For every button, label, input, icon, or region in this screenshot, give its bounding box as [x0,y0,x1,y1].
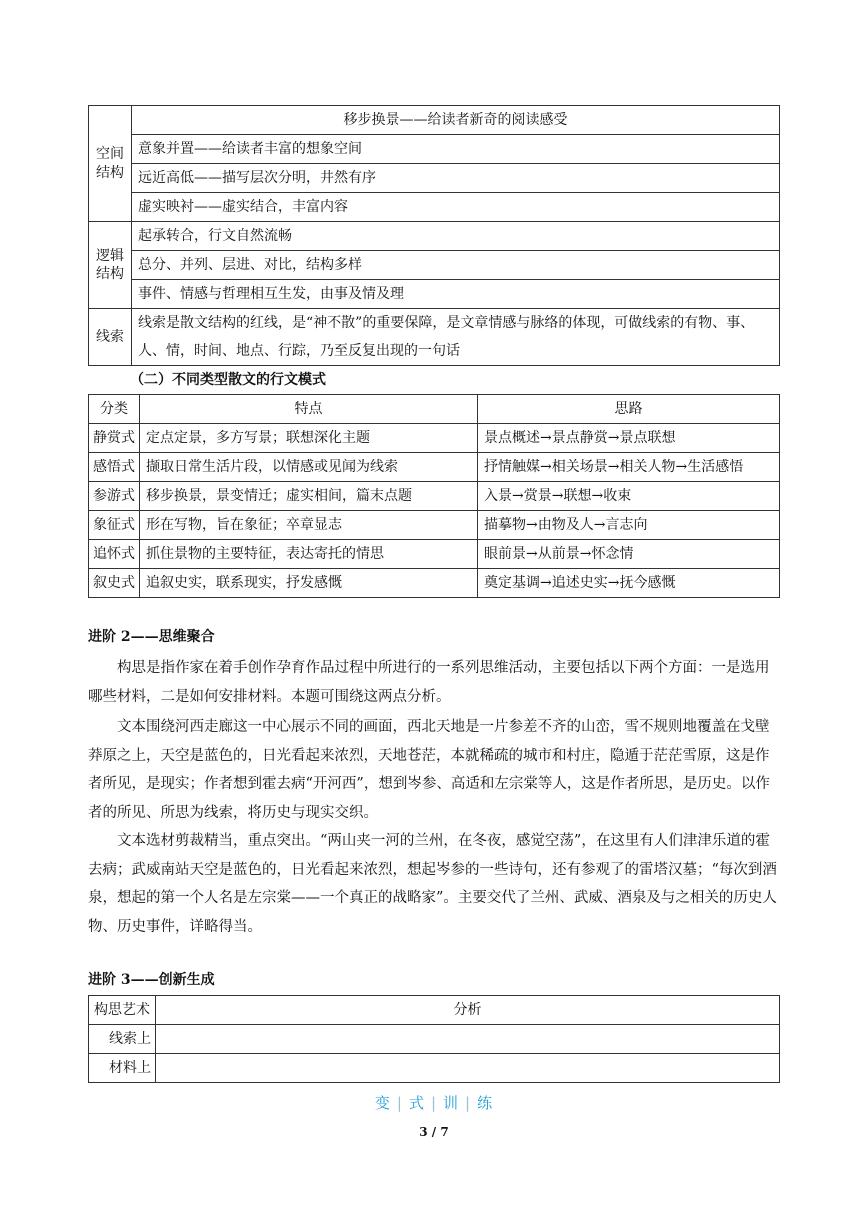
variant-training-heading: 变 | 式 | 训 | 练 [374,1094,494,1112]
step3-table [88,995,780,1083]
paragraph: 文本围绕河西走廊这一中心展示不同的画面，西北天地是一片参差不齐的山峦，雪不规则地覆盖在戈壁莽原之上，天空是蓝色的，日光看起来浓烈，天地苍茫，本就稀疏的城市和村庄，隐遁于茫茫雪原，这是作者所见，是现实；作者想到霍去病“开河西”，想到岑参、高适和左宗棠等人，这是作者所思，是历史。以作者的所见、所思为线索，将历史与现实交织。 [88,719,770,821]
step3-title: 进阶 3——创新生成 [88,972,215,988]
table-row: 参游式 移步换景，景变情迁；虚实相间，篇末点题 入景→赏景→联想→收束 [89,482,780,511]
answer-cell [156,1025,780,1054]
table-row: 静赏式 定点定景，多方写景；联想深化主题 景点概述→景点静赏→景点联想 [89,424,780,453]
table-row: 象征式 形在写物，旨在象征；卒章显志 描摹物→由物及人→言志向 [89,511,780,540]
header-cell: 分析 [156,996,780,1025]
label-clue: 线索 [89,309,132,366]
structure-item: 虚实映衬——虚实结合，丰富内容 [132,193,780,222]
structure-item: 线索是散文结构的红线，是“神不散”的重要保障，是文章情感与脉络的体现，可做线索的有物、事、人、情，时间、地点、行踪，乃至反复出现的一句话 [132,309,780,366]
table-row: 感悟式 撷取日常生活片段，以情感或见闻为线索 抒情触媒→相关场景→相关人物→生活感悟 [89,453,780,482]
step2-title: 进阶 2——思维聚合 [88,629,215,645]
essay-types-table [88,394,780,598]
table-row: 叙史式 追叙史实，联系现实，抒发感慨 奠定基调→追述史实→抚今感慨 [89,569,780,598]
structure-item: 意象并置——给读者丰富的想象空间 [132,135,780,164]
header-cell: 分类 [89,395,140,424]
table-row: 线索上 [89,1025,780,1054]
header-cell: 构思艺术 [89,996,156,1025]
label-spatial-structure: 空间 结构 [89,106,132,222]
structure-item: 远近高低——描写层次分明，井然有序 [132,164,780,193]
answer-cell [156,1054,780,1083]
table-row: 材料上 [89,1054,780,1083]
label-logic-structure: 逻辑 结构 [89,222,132,309]
section-two-title: （二）不同类型散文的行文模式 [130,372,326,388]
table-row: 追怀式 抓住景物的主要特征，表达寄托的情思 眼前景→从前景→怀念情 [89,540,780,569]
header-cell: 思路 [478,395,780,424]
paragraph: 文本选材剪裁精当，重点突出。“两山夹一河的兰州，在冬夜，感觉空荡”，在这里有人们津津乐道的霍去病；武威南站天空是蓝色的，日光看起来浓烈，想起岑参的一些诗句，还有参观了的雷塔汉墓；“每次到酒泉，想起的第一个人名是左宗棠——一个真正的战略家”。主要交代了兰州、武威、酒泉及与之相关的历史人物、历史事件，详略得当。 [88,833,777,935]
structure-item: 事件、情感与哲理相互生发，由事及情及理 [132,280,780,309]
structure-item: 移步换景——给读者新奇的阅读感受 [132,106,780,135]
page-number: 3 / 7 [419,1125,449,1139]
structure-item: 总分、并列、层进、对比，结构多样 [132,251,780,280]
structure-item: 起承转合，行文自然流畅 [132,222,780,251]
structure-table [88,105,780,366]
paragraph: 构思是指作家在着手创作孕育作品过程中所进行的一系列思维活动，主要包括以下两个方面：一是选用哪些材料，二是如何安排材料。本题可围绕这两点分析。 [88,660,770,705]
header-cell: 特点 [140,395,478,424]
